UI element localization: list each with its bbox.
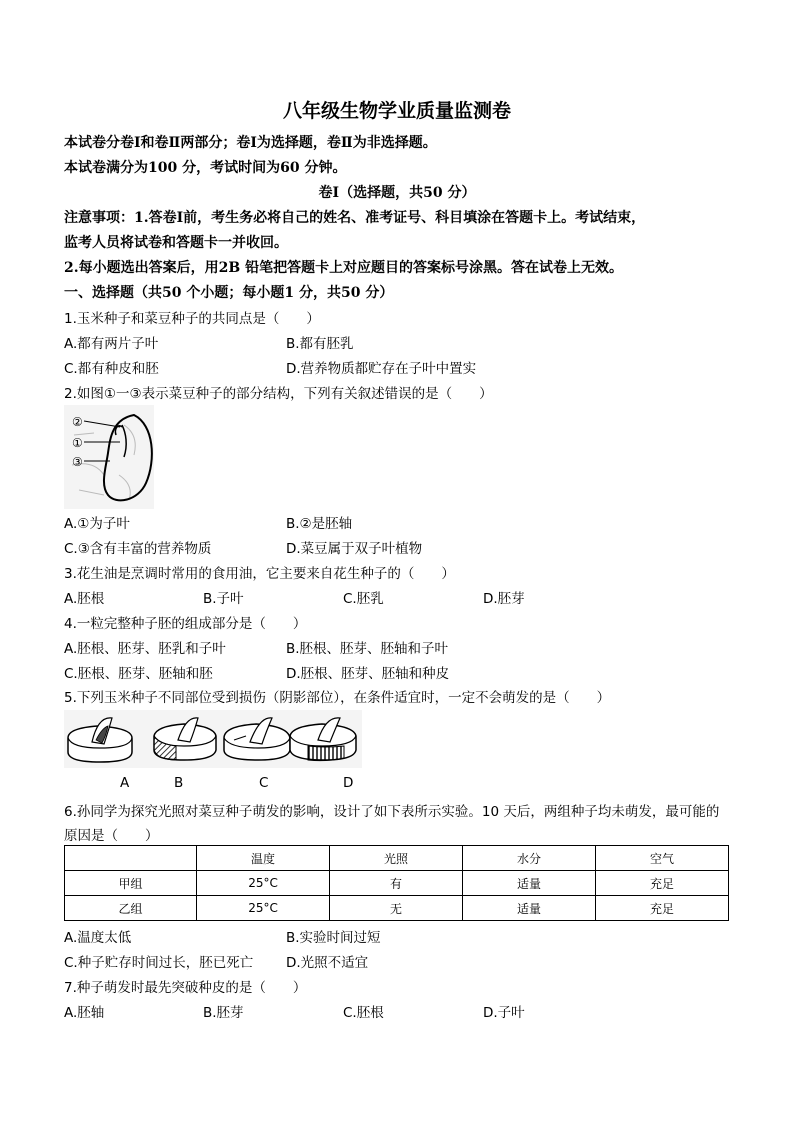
q6-stem-line-1: 6.孙同学为探究光照对菜豆种子萌发的影响，设计了如下表所示实验。10 天后，两组种子均未萌发，最可能的 (64, 804, 720, 820)
q6-stem-line-2: 原因是（ ） (64, 828, 159, 844)
q6-option-c: C.种子贮存时间过长，胚已死亡 (64, 955, 254, 971)
q2-option-d: D.菜豆属于双子叶植物 (286, 541, 423, 557)
q3-option-c: C.胚乳 (343, 591, 384, 607)
table-header-row (65, 846, 729, 871)
q6-option-b: B.实验时间过短 (286, 930, 381, 946)
q4-option-d: D.胚根、胚芽、胚轴和种皮 (286, 666, 450, 682)
table-header-cell: 温度 (196, 846, 329, 871)
q2-stem: 2.如图①一③表示菜豆种子的部分结构，下列有关叙述错误的是（ ） (64, 386, 493, 402)
q3-option-d: D.胚芽 (483, 591, 525, 607)
q1-option-b: B.都有胚乳 (286, 336, 354, 352)
q7-option-c: C.胚根 (343, 1005, 384, 1021)
table-cell: 乙组 (65, 896, 197, 921)
section-header: 卷Ⅰ（选择题，共50 分） (318, 185, 476, 201)
table-header-cell: 水分 (463, 846, 596, 871)
q3-option-a: A.胚根 (64, 591, 105, 607)
q7-stem: 7.种子萌发时最先突破种皮的是（ ） (64, 980, 307, 996)
table-row (65, 871, 729, 896)
intro-line-1: 本试卷分卷Ⅰ和卷Ⅱ两部分；卷Ⅰ为选择题，卷Ⅱ为非选择题。 (64, 135, 437, 151)
table-cell: 无 (330, 896, 463, 921)
q5-label-c: C (259, 775, 269, 791)
q5-label-b: B (174, 775, 184, 791)
table-cell: 充足 (595, 896, 728, 921)
q4-stem: 4.一粒完整种子胚的组成部分是（ ） (64, 616, 307, 632)
q1-option-c: C.都有种皮和胚 (64, 361, 159, 377)
q5-stem: 5.下列玉米种子不同部位受到损伤（阴影部位），在条件适宜时，一定不会萌发的是（ ） (64, 690, 611, 706)
table-cell: 甲组 (65, 871, 197, 896)
table-cell: 有 (330, 871, 463, 896)
table-cell: 适量 (463, 896, 596, 921)
q2-fig-label-2: ② (72, 415, 83, 429)
corn-seeds-figure (64, 710, 362, 768)
part-title: 一、选择题（共50 个小题；每小题1 分，共50 分） (64, 285, 394, 301)
table-cell: 25°C (196, 896, 329, 921)
q1-option-d: D.营养物质都贮存在子叶中置实 (286, 361, 477, 377)
bean-seed-figure (64, 405, 154, 509)
q1-stem: 1.玉米种子和菜豆种子的共同点是（ ） (64, 311, 320, 327)
table-header-cell (65, 846, 197, 871)
table-header-cell: 空气 (595, 846, 728, 871)
table-cell: 25°C (196, 871, 329, 896)
table-header-cell: 光照 (330, 846, 463, 871)
intro-line-2: 本试卷满分为100 分，考试时间为60 分钟。 (64, 160, 347, 176)
q2-option-b: B.②是胚轴 (286, 516, 353, 532)
q4-option-a: A.胚根、胚芽、胚乳和子叶 (64, 641, 226, 657)
q5-label-d: D (343, 775, 354, 791)
q2-option-c: C.③含有丰富的营养物质 (64, 541, 212, 557)
q7-option-b: B.胚芽 (203, 1005, 244, 1021)
q7-option-a: A.胚轴 (64, 1005, 105, 1021)
q5-label-a: A (120, 775, 130, 791)
table-cell: 适量 (463, 871, 596, 896)
notice-line-1: 注意事项：1.答卷Ⅰ前，考生务必将自己的姓名、准考证号、科目填涂在答题卡上。考试结束， (64, 210, 646, 226)
q7-option-d: D.子叶 (483, 1005, 525, 1021)
q4-option-b: B.胚根、胚芽、胚轴和子叶 (286, 641, 449, 657)
table-row (65, 896, 729, 921)
table-cell: 充足 (595, 871, 728, 896)
q1-option-a: A.都有两片子叶 (64, 336, 159, 352)
q2-fig-label-1: ① (72, 436, 83, 450)
q6-option-a: A.温度太低 (64, 930, 132, 946)
q4-option-c: C.胚根、胚芽、胚轴和胚 (64, 666, 213, 682)
experiment-table (64, 845, 729, 921)
q2-fig-label-3: ③ (72, 455, 83, 469)
q2-option-a: A.①为子叶 (64, 516, 130, 532)
notice-line-2: 监考人员将试卷和答题卡一并收回。 (64, 235, 288, 251)
page-title: 八年级生物学业质量监测卷 (282, 100, 511, 122)
q3-option-b: B.子叶 (203, 591, 244, 607)
q3-stem: 3.花生油是烹调时常用的食用油，它主要来自花生种子的（ ） (64, 566, 455, 582)
notice-line-3: 2.每小题选出答案后，用2B 铅笔把答题卡上对应题目的答案标号涂黑。答在试卷上无效。 (64, 260, 624, 276)
q6-option-d: D.光照不适宜 (286, 955, 369, 971)
